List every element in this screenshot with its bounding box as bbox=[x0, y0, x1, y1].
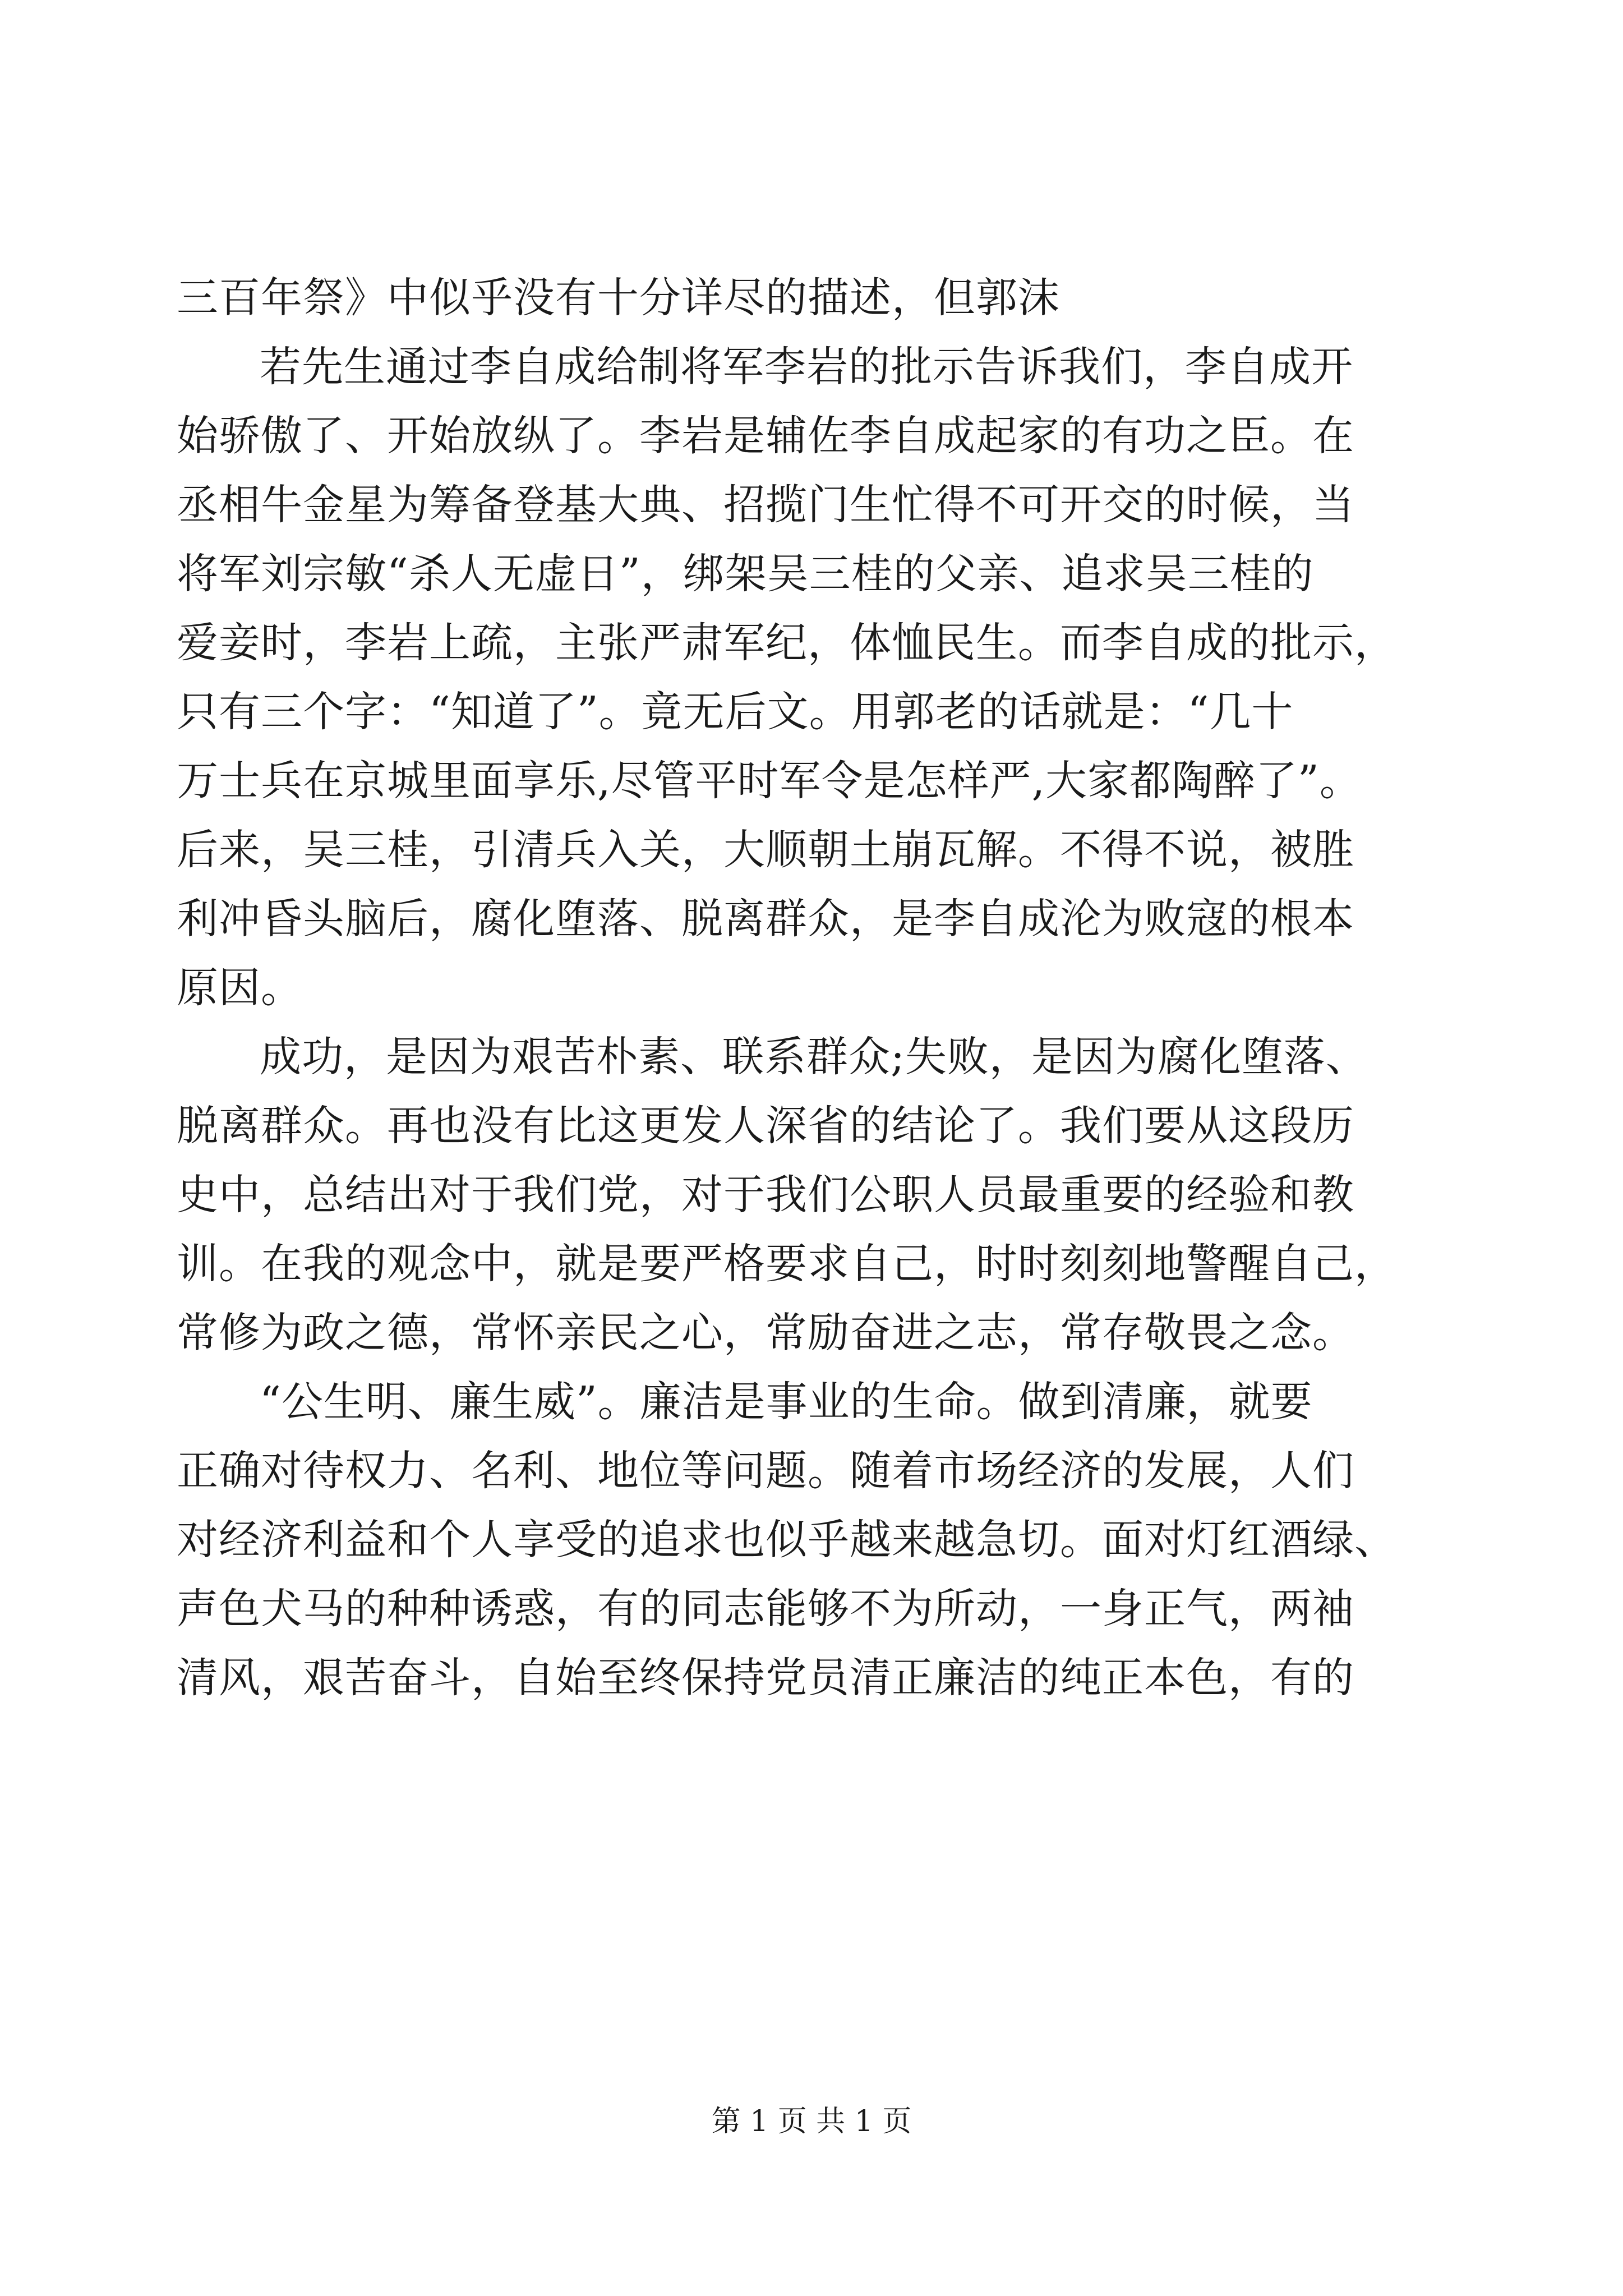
text-line: 利冲昏头脑后，腐化堕落、脱离群众，是李自成沦为败寇的根本 bbox=[177, 895, 1354, 943]
text-line: 爱妾时，李岩上疏，主张严肃军纪，体恤民生。而李自成的批示， bbox=[177, 619, 1396, 667]
text-line: 将军刘宗敏“杀人无虚日”，绑架吴三桂的父亲、追求吴三桂的 bbox=[177, 550, 1314, 598]
text-line: 始骄傲了、开始放纵了。李岩是辅佐李自成起家的有功之臣。在 bbox=[177, 412, 1354, 460]
text-line: 常修为政之德，常怀亲民之心，常励奋进之志，常存敬畏之念。 bbox=[177, 1309, 1354, 1357]
text-line: 后来，吴三桂，引清兵入关，大顺朝土崩瓦解。不得不说，被胜 bbox=[177, 826, 1354, 874]
text-line: 三百年祭》中似乎没有十分详尽的描述，但郭沫 bbox=[177, 274, 1060, 322]
text-line: “公生明、廉生威”。廉洁是事业的生命。做到清廉，就要 bbox=[260, 1378, 1313, 1426]
text-line: 正确对待权力、名利、地位等问题。随着市场经济的发展，人们 bbox=[177, 1447, 1354, 1495]
body-text bbox=[177, 264, 1444, 1713]
text-line: 若先生通过李自成给制将军李岩的批示告诉我们，李自成开 bbox=[260, 343, 1353, 391]
text-line: 史中，总结出对于我们党，对于我们公职人员最重要的经验和教 bbox=[177, 1171, 1354, 1219]
text-line: 对经济利益和个人享受的追求也似乎越来越急切。面对灯红酒绿、 bbox=[177, 1516, 1396, 1564]
page-number-footer: 第 1 页 共 1 页 bbox=[711, 2105, 912, 2138]
text-line: 原因。 bbox=[177, 964, 303, 1012]
text-line: 万士兵在京城里面享乐,尽管平时军令是怎样严,大家都陶醉了”。 bbox=[177, 757, 1362, 805]
text-line: 声色犬马的种种诱惑，有的同志能够不为所动，一身正气，两袖 bbox=[177, 1585, 1354, 1633]
text-line: 脱离群众。再也没有比这更发人深省的结论了。我们要从这段历 bbox=[177, 1102, 1354, 1150]
text-line: 丞相牛金星为筹备登基大典、招揽门生忙得不可开交的时候，当 bbox=[177, 481, 1354, 529]
text-line: 只有三个字：“知道了”。竟无后文。用郭老的话就是：“几十 bbox=[177, 688, 1294, 736]
text-line: 清风，艰苦奋斗，自始至终保持党员清正廉洁的纯正本色，有的 bbox=[177, 1654, 1354, 1702]
text-line: 训。在我的观念中，就是要严格要求自己，时时刻刻地警醒自己， bbox=[177, 1240, 1396, 1288]
text-line: 成功，是因为艰苦朴素、联系群众;失败，是因为腐化堕落、 bbox=[260, 1033, 1368, 1081]
